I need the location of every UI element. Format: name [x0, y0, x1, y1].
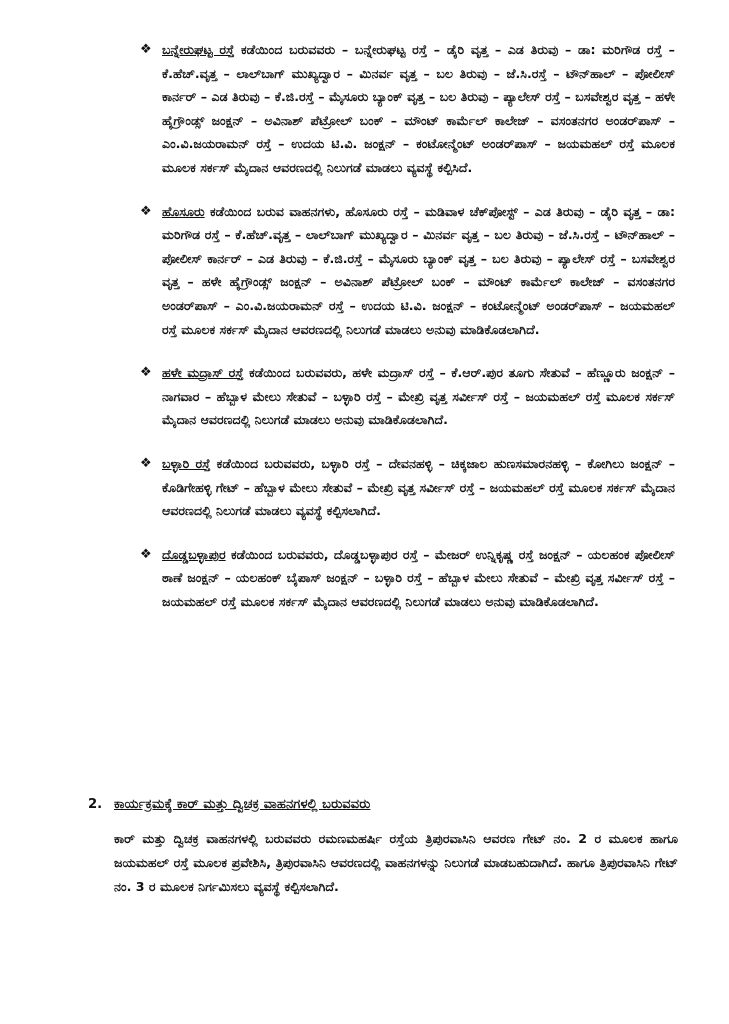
- route-heading: ಹೊಸೂರು: [162, 203, 205, 219]
- route-text: ಕಡೆಯಿಂದ ಬರುವವರು, ಹಳೇ ಮದ್ರಾಸ್ ರಸ್ತೆ – ಕೆ.ಆರ್.ಪುರ ತೂಗು ಸೇತುವೆ – ಹೆಣ್ಣೂರು ಜಂಕ್ಷನ್ – ನಾಗವಾರ – ಹೆಬ್ಬಾಳ ಮೇಲು ಸೇತುವೆ – ಬಳ್ಳಾರಿ ರಸ್ತೆ – ಮೇಖ್ರಿ ವೃತ್ತ ಸರ್ವೀಸ್ ರಸ್ತೆ – ಜಯಮಹಲ್ ರಸ್ತೆ ಮೂಲಕ ಸರ್ಕಸ್ ಮೈದಾನ ಆವರಣದಲ್ಲಿ ನಿಲುಗಡೆ ಮಾಡಲು ಅನುವು ಮಾಡಿಕೊಡಲಾಗಿದೆ.: [162, 365, 675, 428]
- diamond-bullet-icon: ❖: [140, 365, 152, 381]
- section-body: ಕಾರ್ ಮತ್ತು ದ್ವಿಚಕ್ರ ವಾಹನಗಳಲ್ಲಿ ಬರುವವರು ರಮಣಮಹರ್ಷಿ ರಸ್ತೆಯ ತ್ರಿಪುರವಾಸಿನಿ ಆವರಣ ಗೇಟ್ ನಂ. 2 ರ ಮೂಲಕ ಹಾಗೂ ಜಯಮಹಲ್ ರಸ್ತೆ ಮೂಲಕ ಪ್ರವೇಶಿಸಿ, ತ್ರಿಪುರವಾಸಿನಿ ಆವರಣದಲ್ಲಿ ವಾಹನಗಳನ್ನು ನಿಲುಗಡೆ ಮಾಡಬಹುದಾಗಿದೆ. ಹಾಗೂ ತ್ರಿಪುರವಾಸಿನಿ ಗೇಟ್ ನಂ. 3 ರ ಮೂಲಕ ನಿರ್ಗಮಿಸಲು ವ್ಯವಸ್ಥೆ ಕಲ್ಪಿಸಲಾಗಿದೆ.: [114, 831, 678, 894]
- route-heading: ಹಳೇ ಮದ್ರಾಸ್ ರಸ್ತೆ: [162, 365, 244, 381]
- route-item-old-madras-road: [140, 361, 675, 432]
- section-number: 2.: [88, 797, 103, 812]
- route-text: ಕಡೆಯಿಂದ ಬರುವವರು – ಬನ್ನೇರುಘಟ್ಟ ರಸ್ತೆ – ಡೈರಿ ವೃತ್ತ – ಎಡ ತಿರುವು – ಡಾ: ಮರಿಗೌಡ ರಸ್ತೆ – ಕೆ.ಹೆಚ್.ವೃತ್ತ – ಲಾಲ್‌ಬಾಗ್ ಮುಖ್ಯದ್ವಾರ – ಮಿನರ್ವ ವೃತ್ತ – ಬಲ ತಿರುವು – ಜೆ.ಸಿ.ರಸ್ತೆ – ಟೌನ್‌ಹಾಲ್ – ಪೋಲೀಸ್ ಕಾರ್ನರ್ – ಎಡ ತಿರುವು – ಕೆ.ಜಿ.ರಸ್ತೆ – ಮೈಸೂರು ಬ್ಯಾಂಕ್ ವೃತ್ತ – ಬಲ ತಿರುವು – ಪ್ಯಾಲೇಸ್ ರಸ್ತೆ – ಬಸವೇಶ್ವರ ವೃತ್ತ – ಹಳೇ ಹೈಗ್ರೌಂಡ್ಸ್ ಜಂಕ್ಷನ್ – ಅವಿನಾಶ್ ಪೆಟ್ರೋಲ್ ಬಂಕ್ – ಮೌಂಟ್ ಕಾರ್ಮೆಲ್ ಕಾಲೇಜ್ – ವಸಂತನಗರ ಅಂಡರ್‌ಪಾಸ್ – ಎಂ.ವಿ.ಜಯರಾಮನ್ ರಸ್ತೆ – ಉದಯ ಟಿ.ವಿ. ಜಂಕ್ಷನ್ – ಕಂಟೋನ್ಮೆಂಟ್ ಅಂಡರ್‌ಪಾಸ್ – ಜಯಮಹಲ್ ರಸ್ತೆ ಮೂಲಕ ಮೂಲಕ ಸರ್ಕಸ್ ಮೈದಾನ ಆವರಣದಲ್ಲಿ ನಿಲುಗಡೆ ಮಾಡಲು ವ್ಯವಸ್ಥೆ ಕಲ್ಪಿಸಿದೆ.: [162, 42, 675, 175]
- section-car-two-wheeler: [88, 793, 678, 899]
- route-text: ಕಡೆಯಿಂದ ಬರುವ ವಾಹನಗಳು, ಹೊಸೂರು ರಸ್ತೆ – ಮಡಿವಾಳ ಚೆಕ್‌ಪೋಸ್ಟ್ – ಎಡ ತಿರುವು – ಡೈರಿ ವೃತ್ತ – ಡಾ: ಮರಿಗೌಡ ರಸ್ತೆ – ಕೆ.ಹೆಚ್.ವೃತ್ತ – ಲಾಲ್‌ಬಾಗ್ ಮುಖ್ಯದ್ವಾರ – ಮಿನರ್ವ ವೃತ್ತ – ಬಲ ತಿರುವು – ಜೆ.ಸಿ.ರಸ್ತೆ – ಟೌನ್‌ಹಾಲ್ – ಪೋಲೀಸ್ ಕಾರ್ನರ್ – ಎಡ ತಿರುವು – ಕೆ.ಜಿ.ರಸ್ತೆ – ಮೈಸೂರು ಬ್ಯಾಂಕ್ ವೃತ್ತ – ಬಲ ತಿರುವು – ಪ್ಯಾಲೇಸ್ ರಸ್ತೆ – ಬಸವೇಶ್ವರ ವೃತ್ತ – ಹಳೇ ಹೈಗ್ರೌಂಡ್ಸ್ ಜಂಕ್ಷನ್ – ಅವಿನಾಶ್ ಪೆಟ್ರೋಲ್ ಬಂಕ್ – ಮೌಂಟ್ ಕಾರ್ಮೆಲ್ ಕಾಲೇಜ್ – ವಸಂತನಗರ ಅಂಡರ್‌ಪಾಸ್ – ಎಂ.ವಿ.ಜಯರಾಮನ್ ರಸ್ತೆ – ಉದಯ ಟಿ.ವಿ. ಜಂಕ್ಷನ್ – ಕಂಟೋನ್ಮೆಂಟ್ ಅಂಡರ್‌ಪಾಸ್ – ಜಯಮಹಲ್ ರಸ್ತೆ ಮೂಲಕ ಸರ್ಕಸ್ ಮೈದಾನ ಆವರಣದಲ್ಲಿ ನಿಲುಗಡೆ ಮಾಡಲು ಅನುವು ಮಾಡಿಕೊಡಲಾಗಿದೆ.: [162, 203, 675, 337]
- route-item-bannerghatta: [140, 38, 675, 180]
- route-heading: ಬಳ್ಳಾರಿ ರಸ್ತೆ: [162, 455, 211, 471]
- diamond-bullet-icon: ❖: [140, 546, 152, 562]
- section-title-text: ಕಾರ್ಯಕ್ರಮಕ್ಕೆ ಕಾರ್ ಮತ್ತು ದ್ವಿಚಕ್ರ ವಾಹನಗಳಲ್ಲಿ ಬರುವವರು: [114, 797, 371, 812]
- diamond-bullet-icon: ❖: [140, 455, 152, 471]
- diamond-bullet-icon: ❖: [140, 42, 152, 57]
- route-text: ಕಡೆಯಿಂದ ಬರುವವರು, ದೊಡ್ಡಬಳ್ಳಾಪುರ ರಸ್ತೆ – ಮೇಜರ್ ಉನ್ನಿಕೃಷ್ಣ ರಸ್ತೆ ಜಂಕ್ಷನ್ – ಯಲಹಂಕ ಪೋಲೀಸ್ ಠಾಣೆ ಜಂಕ್ಷನ್ – ಯಲಹಂಕ್ ಬೈಪಾಸ್ ಜಂಕ್ಷನ್ – ಬಳ್ಳಾರಿ ರಸ್ತೆ – ಹೆಬ್ಬಾಳ ಮೇಲು ಸೇತುವೆ – ಮೇಖ್ರಿ ವೃತ್ತ ಸರ್ವೀಸ್ ರಸ್ತೆ – ಜಯಮಹಲ್ ರಸ್ತೆ ಮೂಲಕ ಸರ್ಕಸ್ ಮೈದಾನ ಆವರಣದಲ್ಲಿ ನಿಲುಗಡೆ ಮಾಡಲು ಅನುವು ಮಾಡಿಕೊಡಲಾಗಿದೆ.: [162, 546, 675, 609]
- route-heading: ಬನ್ನೇರುಘಟ್ಟ ರಸ್ತೆ: [162, 42, 235, 57]
- route-list: [140, 38, 675, 633]
- route-item-bellary-road: [140, 452, 675, 523]
- route-text: ಕಡೆಯಿಂದ ಬರುವವರು, ಬಳ್ಳಾರಿ ರಸ್ತೆ – ದೇವನಹಳ್ಳಿ – ಚಿಕ್ಕಜಾಲ ಹುಣಸಮಾರನಹಳ್ಳಿ – ಕೋಗಿಲು ಜಂಕ್ಷನ್ – ಕೊಡಿಗೇಹಳ್ಳಿ ಗೇಟ್ – ಹೆಬ್ಬಾಳ ಮೇಲು ಸೇತುವೆ – ಮೇಖ್ರಿ ವೃತ್ತ ಸರ್ವೀಸ್ ರಸ್ತೆ – ಜಯಮಹಲ್ ರಸ್ತೆ ಮೂಲಕ ಸರ್ಕಸ್ ಮೈದಾನ ಆವರಣದಲ್ಲಿ ನಿಲುಗಡೆ ಮಾಡಲು ವ್ಯವಸ್ಥೆ ಕಲ್ಪಿಸಲಾಗಿದೆ.: [162, 455, 675, 519]
- route-heading: ದೊಡ್ಡಬಳ್ಳಾಪುರ: [162, 546, 226, 562]
- section-title: [88, 793, 678, 817]
- diamond-bullet-icon: ❖: [140, 203, 152, 219]
- route-item-hosur: [140, 200, 675, 342]
- route-item-doddaballapura: [140, 543, 675, 614]
